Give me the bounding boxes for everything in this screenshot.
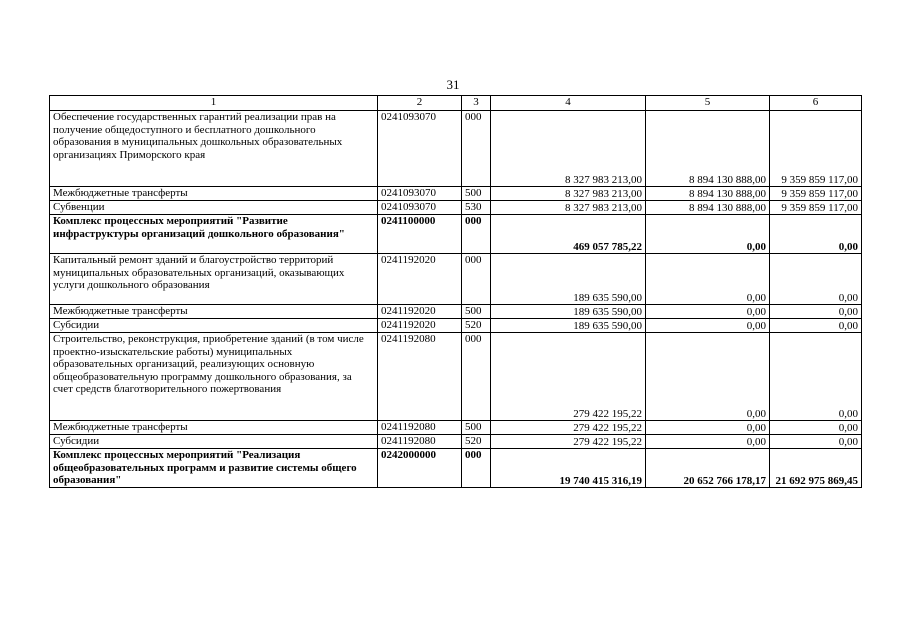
- row-value-1: 189 635 590,00: [491, 305, 646, 319]
- row-value-3: 0,00: [770, 254, 862, 305]
- row-code: 0241093070: [378, 187, 462, 201]
- table-row: [50, 421, 862, 435]
- row-value-3: 0,00: [770, 435, 862, 449]
- table-row: [50, 435, 862, 449]
- row-type: 500: [462, 421, 491, 435]
- row-value-2: 0,00: [646, 254, 770, 305]
- row-name: Комплекс процессных мероприятий "Реализация общеобразовательных программ и развитие системы общего образования": [50, 449, 378, 488]
- row-value-2: 0,00: [646, 305, 770, 319]
- row-code: 0241192020: [378, 319, 462, 333]
- row-value-3: 0,00: [770, 319, 862, 333]
- row-name: Межбюджетные трансферты: [50, 305, 378, 319]
- row-name: Субсидии: [50, 435, 378, 449]
- row-value-3: 21 692 975 869,45: [770, 449, 862, 488]
- table-row: [50, 319, 862, 333]
- table-row: [50, 187, 862, 201]
- row-value-2: 20 652 766 178,17: [646, 449, 770, 488]
- row-name: Субвенции: [50, 201, 378, 215]
- row-value-1: 8 327 983 213,00: [491, 201, 646, 215]
- table-row: [50, 333, 862, 421]
- row-type: 500: [462, 187, 491, 201]
- header-cell: 1: [50, 96, 378, 111]
- table-row: [50, 305, 862, 319]
- row-value-2: 8 894 130 888,00: [646, 187, 770, 201]
- row-name: Межбюджетные трансферты: [50, 187, 378, 201]
- row-value-3: 0,00: [770, 305, 862, 319]
- budget-table: [49, 95, 862, 488]
- row-name: Комплекс процессных мероприятий "Развитие инфраструктуры организаций дошкольного образования": [50, 215, 378, 254]
- header-cell: 2: [378, 96, 462, 111]
- row-value-2: 0,00: [646, 215, 770, 254]
- row-value-3: 9 359 859 117,00: [770, 187, 862, 201]
- row-code: 0241192080: [378, 435, 462, 449]
- row-value-1: 189 635 590,00: [491, 254, 646, 305]
- row-value-2: 0,00: [646, 319, 770, 333]
- table-row: [50, 254, 862, 305]
- row-code: 0241093070: [378, 111, 462, 187]
- row-code: 0241100000: [378, 215, 462, 254]
- row-type: 000: [462, 215, 491, 254]
- row-value-1: 279 422 195,22: [491, 435, 646, 449]
- header-cell: 6: [770, 96, 862, 111]
- row-code: 0241093070: [378, 201, 462, 215]
- row-value-3: 0,00: [770, 215, 862, 254]
- row-value-1: 279 422 195,22: [491, 333, 646, 421]
- row-value-2: 0,00: [646, 435, 770, 449]
- row-value-2: 8 894 130 888,00: [646, 111, 770, 187]
- row-value-3: 0,00: [770, 421, 862, 435]
- row-value-3: 0,00: [770, 333, 862, 421]
- row-name: Капитальный ремонт зданий и благоустройство территорий муниципальных образовательных организаций, оказывающих услуги дошкольного образования: [50, 254, 378, 305]
- row-value-1: 279 422 195,22: [491, 421, 646, 435]
- row-type: 530: [462, 201, 491, 215]
- row-value-3: 9 359 859 117,00: [770, 111, 862, 187]
- row-value-1: 469 057 785,22: [491, 215, 646, 254]
- row-code: 0241192080: [378, 333, 462, 421]
- row-code: 0241192080: [378, 421, 462, 435]
- row-value-3: 9 359 859 117,00: [770, 201, 862, 215]
- row-code: 0241192020: [378, 305, 462, 319]
- table-row: [50, 201, 862, 215]
- row-code: 0242000000: [378, 449, 462, 488]
- row-name: Межбюджетные трансферты: [50, 421, 378, 435]
- row-type: 500: [462, 305, 491, 319]
- row-name: Обеспечение государственных гарантий реализации прав на получение общедоступного и бесплатного дошкольного образования в муниципальных дошкольных образовательных организациях Приморского края: [50, 111, 378, 187]
- row-type: 520: [462, 435, 491, 449]
- row-value-2: 0,00: [646, 421, 770, 435]
- row-value-1: 8 327 983 213,00: [491, 111, 646, 187]
- table-row: [50, 449, 862, 488]
- header-cell: 4: [491, 96, 646, 111]
- row-value-1: 189 635 590,00: [491, 319, 646, 333]
- row-type: 000: [462, 111, 491, 187]
- row-value-2: 8 894 130 888,00: [646, 201, 770, 215]
- table-row: [50, 111, 862, 187]
- table-row: [50, 215, 862, 254]
- row-value-1: 8 327 983 213,00: [491, 187, 646, 201]
- row-name: Субсидии: [50, 319, 378, 333]
- row-value-1: 19 740 415 316,19: [491, 449, 646, 488]
- row-value-2: 0,00: [646, 333, 770, 421]
- row-type: 000: [462, 254, 491, 305]
- row-type: 000: [462, 333, 491, 421]
- row-name: Строительство, реконструкция, приобретение зданий (в том числе проектно-изыскательские работы) муниципальных образовательных организаций, реализующих основную общеобразовательную программу дошкольного образования, за счет средств благотворительного пожертвования: [50, 333, 378, 421]
- row-type: 000: [462, 449, 491, 488]
- row-type: 520: [462, 319, 491, 333]
- header-cell: 5: [646, 96, 770, 111]
- page-number: 31: [446, 77, 460, 92]
- header-cell: 3: [462, 96, 491, 111]
- table-header-row: [50, 96, 862, 111]
- row-code: 0241192020: [378, 254, 462, 305]
